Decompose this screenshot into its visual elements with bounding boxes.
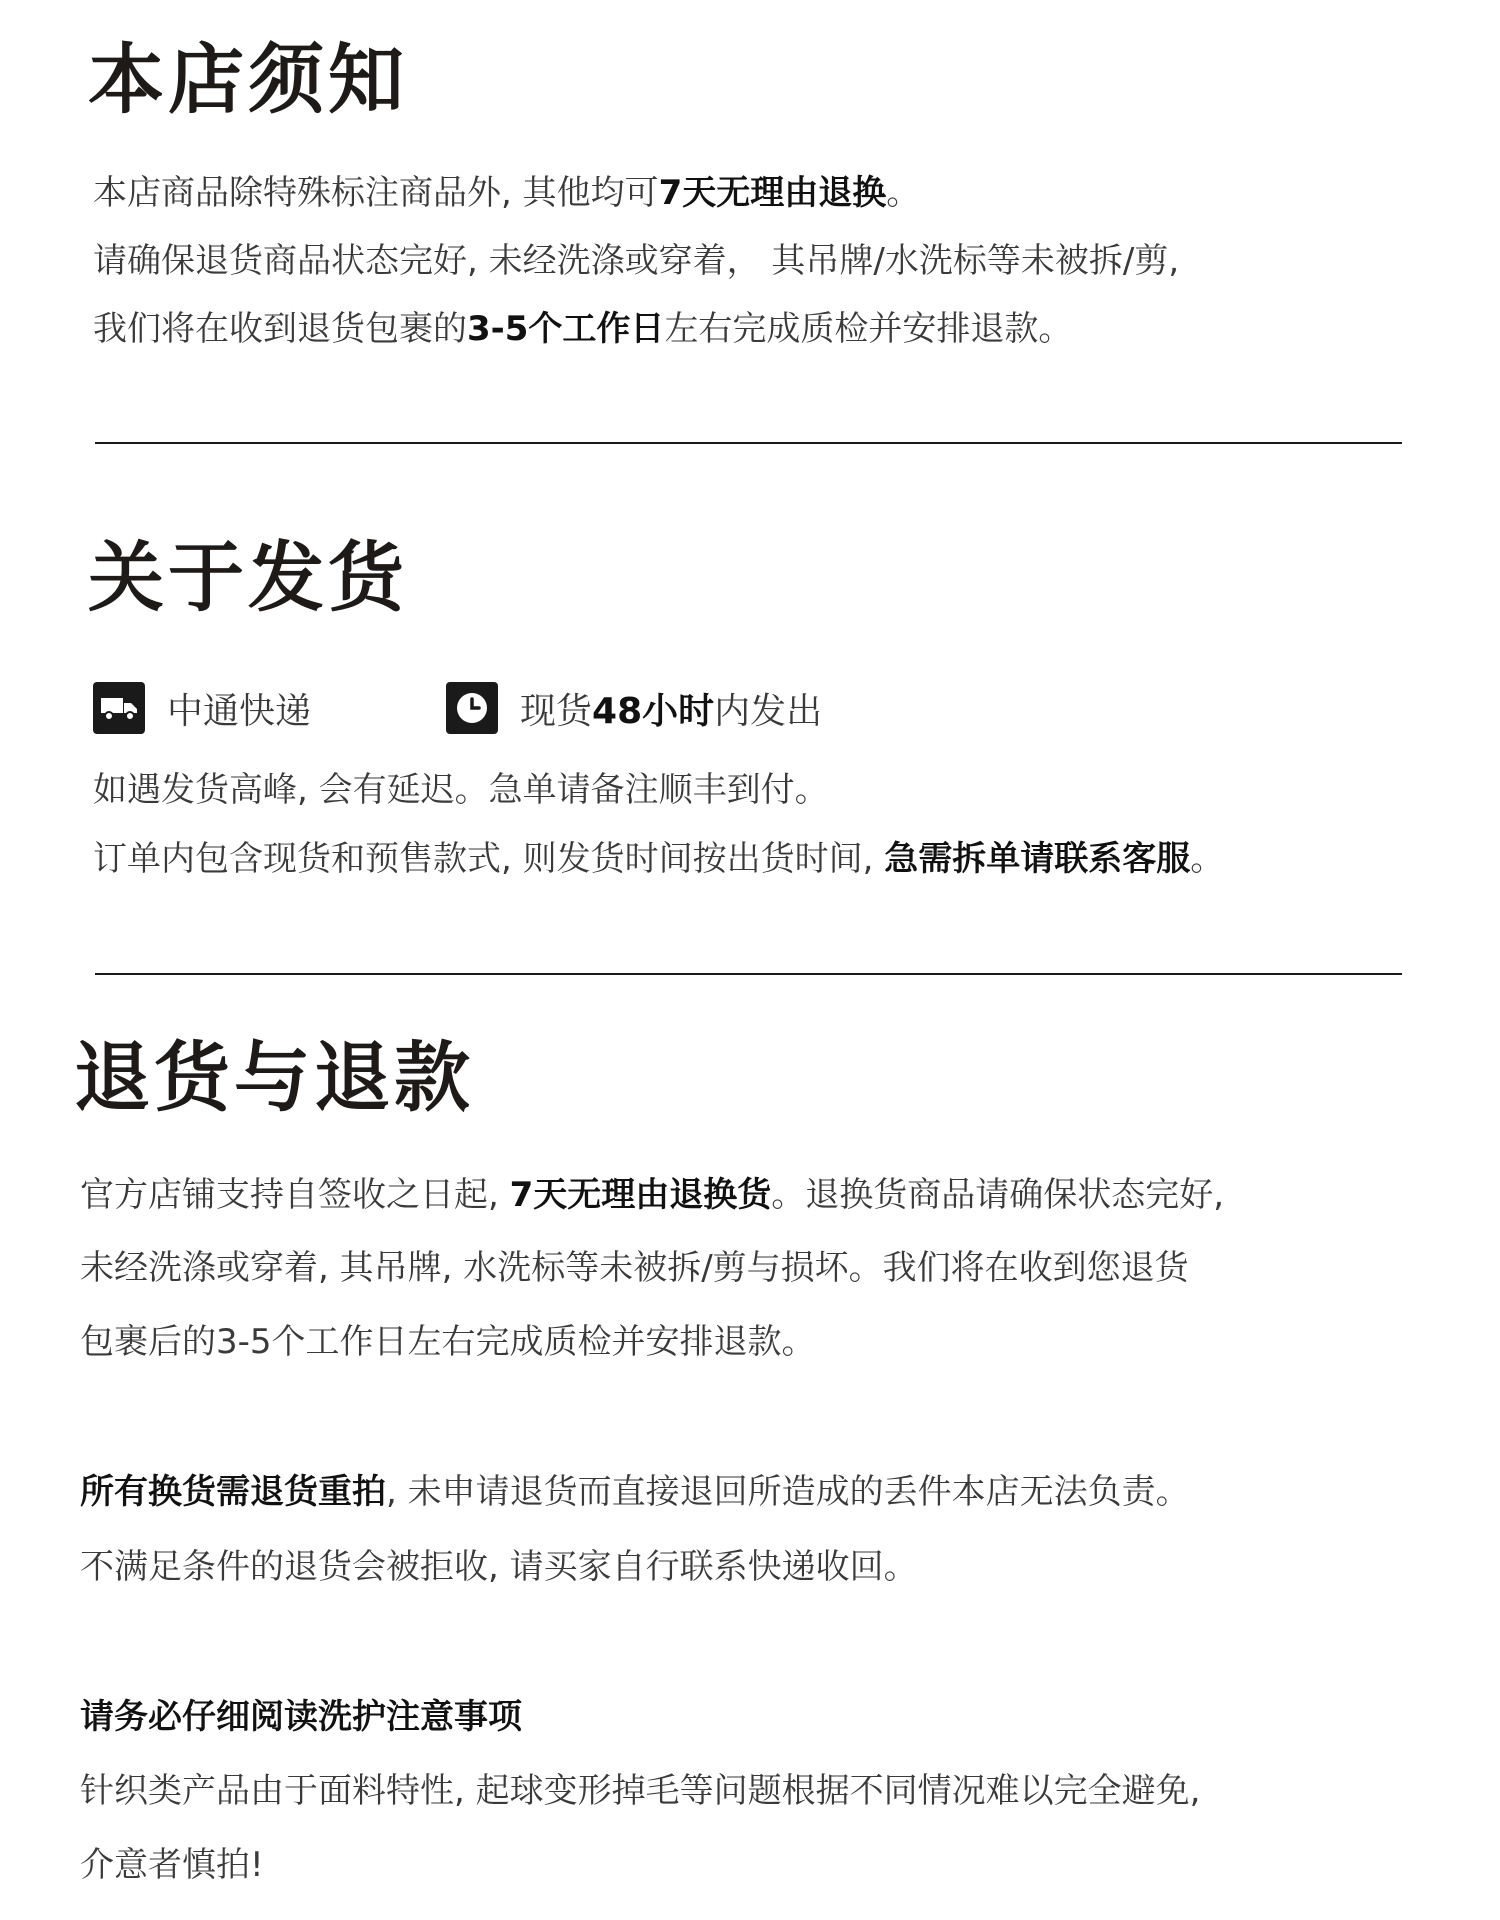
shipping-line-2	[93, 839, 1225, 879]
returns-p1-line-2: 未经洗涤或穿着, 其吊牌, 水洗标等未被拆/剪与损坏。我们将在收到您退货	[80, 1248, 1189, 1288]
divider-2	[95, 973, 1402, 975]
shipping-line-2-text: 订单内包含现货和预售款式, 则发货时间按出货时间,	[93, 839, 885, 879]
notice-line-1	[93, 173, 921, 213]
notice-title: 本店须知	[88, 35, 408, 124]
returns-title: 退货与退款	[74, 1033, 474, 1122]
stock-dispatch-end: 内发出	[714, 690, 823, 732]
truck-icon	[93, 682, 145, 734]
returns-p2-line-1	[80, 1472, 1190, 1512]
care-line-1: 针织类产品由于面料特性, 起球变形掉毛等问题根据不同情况难以完全避免,	[80, 1771, 1201, 1811]
returns-p1-line-1-end: 。退换货商品请确保状态完好,	[771, 1175, 1225, 1215]
stock-dispatch-label	[520, 683, 822, 734]
care-heading-bold: 请务必仔细阅读洗护注意事项	[80, 1697, 522, 1737]
care-line-2: 介意者慎拍!	[80, 1845, 264, 1885]
returns-p2-line-2: 不满足条件的退货会被拒收, 请买家自行联系快递收回。	[80, 1547, 918, 1587]
returns-p1-line-1-text: 官方店铺支持自签收之日起,	[80, 1175, 510, 1215]
shipping-title: 关于发货	[88, 533, 408, 622]
notice-line-2: 请确保退货商品状态完好, 未经洗涤或穿着， 其吊牌/水洗标等未被拆/剪,	[93, 241, 1180, 281]
shipping-line-2-bold: 急需拆单请联系客服	[884, 839, 1191, 879]
returns-p2-line-1-text: , 未申请退货而直接退回所造成的丢件本店无法负责。	[386, 1472, 1190, 1512]
notice-line-3	[93, 309, 1073, 349]
returns-p1-line-1-bold: 7天无理由退换货	[509, 1175, 772, 1215]
courier-info	[93, 682, 311, 734]
returns-p2-line-1-bold: 所有换货需退货重拍	[80, 1472, 386, 1512]
returns-p1-line-3: 包裹后的3-5个工作日左右完成质检并安排退款。	[80, 1322, 816, 1362]
shipping-line-2-end: 。	[1190, 839, 1225, 879]
notice-line-3-end: 左右完成质检并安排退款。	[664, 309, 1073, 349]
divider-1	[95, 442, 1402, 444]
notice-line-3-text: 我们将在收到退货包裹的	[93, 309, 467, 349]
returns-p1-line-1	[80, 1175, 1225, 1215]
clock-icon	[446, 682, 498, 734]
stock-dispatch-text: 现货	[520, 690, 593, 732]
stock-dispatch-bold: 48小时	[592, 690, 715, 732]
notice-line-1-end: 。	[886, 173, 921, 213]
stock-dispatch-info	[446, 682, 822, 734]
notice-line-3-bold: 3-5个工作日	[467, 309, 665, 349]
shipping-line-1: 如遇发货高峰, 会有延迟。急单请备注顺丰到付。	[93, 770, 829, 810]
notice-line-1-text: 本店商品除特殊标注商品外, 其他均可	[93, 173, 659, 213]
courier-label: 中通快递	[167, 690, 312, 732]
notice-line-1-bold: 7天无理由退换	[658, 173, 887, 213]
care-heading	[80, 1697, 522, 1737]
